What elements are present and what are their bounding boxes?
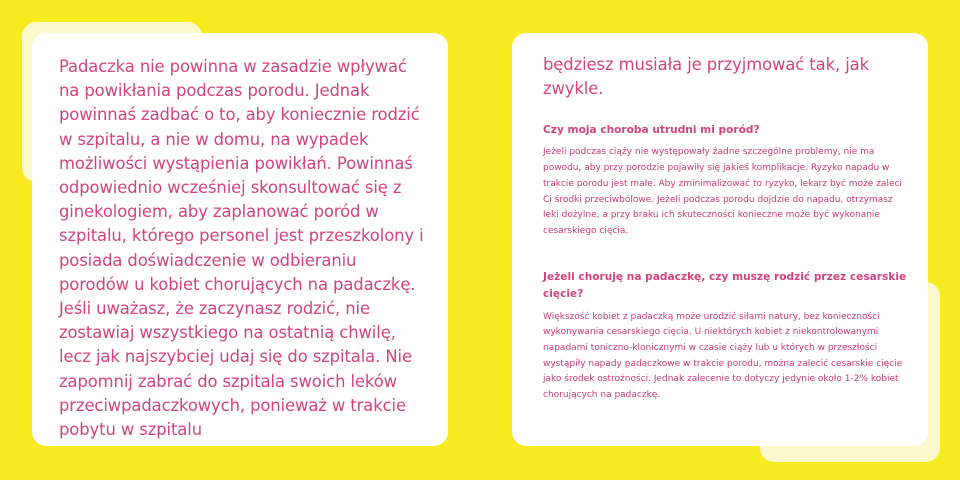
right-continuation-text: będziesz musiała je przyjmować tak, jak zwykle. bbox=[543, 55, 869, 99]
section-2-answer: Większość kobiet z padaczką może urodzić siłami natury, bez konieczności wykonywania cesarskiego cięcia. U niektórych kobiet z niekontrolowanymi napadami toniczno-klonicznymi w czasie ciąży lub u których w przeszłości wystąpiły napady padaczkowe w trakcie porodu, można zalecić cesarskie cięcie jako środek ostrożności. Jednak zalecenie to dotyczy jedynie około 1-2% kobiet chorujących na padaczkę. bbox=[543, 311, 903, 401]
left-body-text: Padaczka nie powinna w zasadzie wpływać na powikłania podczas porodu. Jednak powinnaś zadbać o to, aby koniecznie rodzić w szpitalu, a nie w domu, na wypadek możliwości wystąpienia powikłań. Powinnaś odpowiednio wcześniej skonsultować się z ginekologiem, aby zaplanować poród w szpitalu, którego personel jest przeszkolony i posiada doświadczenie w odbieraniu porodów u kobiet chorujących na padaczkę. Jeśli uważasz, że zaczynasz rodzić, nie zostawiaj wszystkiego na ostatnią chwilę, lecz jak najszybciej udaj się do szpitala. Nie zapomnij zabrać do szpitala swoich leków przeciwpadaczkowych, ponieważ w trakcie pobytu w szpitalu bbox=[59, 57, 424, 440]
left-text-card bbox=[32, 33, 448, 446]
section-2-question: Jeżeli choruję na padaczkę, czy muszę rodzić przez cesarskie cięcie? bbox=[543, 270, 907, 300]
section-1-answer: Jeżeli podczas ciąży nie występowały żadne szczególne problemy, nie ma powodu, aby przy porodzie pojawiły się jakieś komplikacje. Ryzyko napadu w trakcie porodu jest małe. Aby zminimalizować to ryzyko, lekarz być może zaleci Ci środki przeciwbólowe. Jeżeli podczas porodu dojdzie do napadu, otrzymasz leki dożylne, a przy braku ich skuteczności konieczne może być wykonanie cesarskiego cięcia. bbox=[543, 147, 902, 236]
right-text-card bbox=[512, 33, 928, 446]
section-1-question: Czy moja choroba utrudni mi poród? bbox=[543, 124, 760, 137]
